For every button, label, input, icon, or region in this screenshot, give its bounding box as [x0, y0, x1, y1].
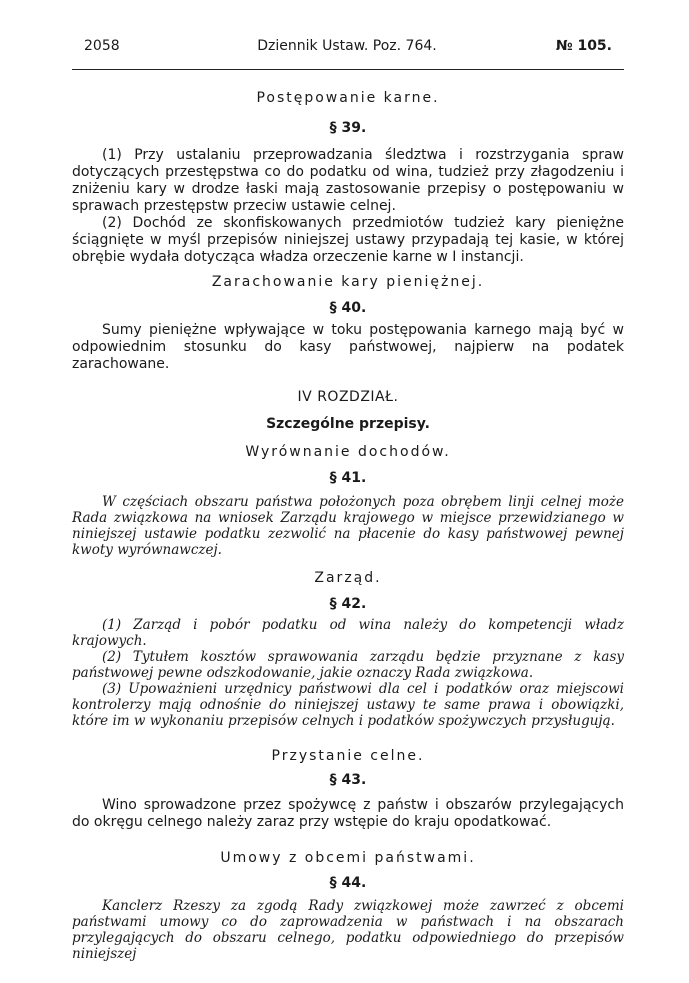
page-header — [72, 38, 622, 58]
section-heading: Przystanie celne. — [271, 748, 425, 764]
paragraph-number: § 44. — [329, 875, 367, 891]
paragraph-text: (2) Dochód ze skonfiskowanych przedmiotów tudzież kary pieniężne ściągnięte w myśl przepisów niniejszej ustawy przypadają tej kasie, w której obrębie wydała dotycząca władza orzeczenie karne w I instancji. — [72, 215, 624, 265]
paragraph-text: (1) Zarząd i pobór podatku od wina należy do kompetencji władz krajowych. — [72, 617, 624, 649]
paragraph-text: (1) Przy ustalaniu przeprowadzania śledztwa i rozstrzygania spraw dotyczących przestępstwa co do podatku od wina, tudzież przy złagodzeniu i zniżeniu kary w drodze łaski mają zastosowanie przepisy o postępowaniu w sprawach przestępstw przeciw ustawie celnej. — [72, 147, 624, 214]
paragraph-text: Sumy pieniężne wpływające w toku postępowania karnego mają być w odpowiednim stosunku do kasy państwowej, najpierw na podatek zarachowane. — [72, 322, 624, 372]
paragraph-text: Kanclerz Rzeszy za zgodą Rady związkowej może zawrzeć z obcemi państwami umowy co do zaprowadzenia w państwach i na obszarach przylegających do obszaru celnego, podatku odpowiedniego do przepisów niniejszej — [72, 898, 624, 962]
paragraph-number: § 40. — [329, 300, 367, 316]
paragraph-number: § 42. — [329, 596, 367, 612]
chapter-title: Szczególne przepisy. — [266, 416, 430, 432]
chapter-number: IV ROZDZIAŁ. — [297, 389, 399, 405]
paragraph-number: § 39. — [329, 120, 367, 136]
paragraph-text: Wino sprowadzone przez spożywcę z państw i obszarów przylegających do okręgu celnego należy zaraz przy wstępie do kraju opodatkować. — [72, 797, 624, 830]
header-rule — [72, 69, 624, 70]
section-body — [72, 898, 624, 962]
section-body — [72, 797, 624, 831]
page-number: 2058 — [84, 38, 120, 54]
section-body — [72, 322, 624, 373]
section-body — [72, 617, 624, 729]
issue-number: № 105. — [555, 38, 612, 54]
paragraph-number: § 41. — [329, 470, 367, 486]
section-heading: Zarachowanie kary pieniężnej. — [211, 274, 485, 290]
paragraph-text: (3) Upoważnieni urzędnicy państwowi dla cel i podatków oraz miejscowi kontrolerzy mają odnośnie do niniejszej ustawy te same prawa i obowiązki, które im w wykonaniu przepisów celnych i podatków spożywczych przysługują. — [72, 681, 624, 729]
paragraph-text: W częściach obszaru państwa położonych poza obrębem linji celnej może Rada związkowa na wniosek Zarządu krajowego w miejsce przewidzianego w niniejszej ustawie podatku zezwolić na płacenie do kasy państwowej pewnej kwoty wyrównawczej. — [72, 494, 624, 558]
section-heading: Postępowanie karne. — [256, 90, 440, 106]
section-heading: Wyrównanie dochodów. — [245, 444, 451, 460]
paragraph-text: (2) Tytułem kosztów sprawowania zarządu będzie przyznane z kasy państwowej pewne odszkodowanie, jakie oznaczy Rada związkowa. — [72, 649, 624, 681]
section-body — [72, 494, 624, 558]
section-heading: Zarząd. — [314, 570, 382, 586]
journal-title: Dziennik Ustaw. Poz. 764. — [257, 38, 437, 54]
paragraph-number: § 43. — [329, 772, 367, 788]
section-heading: Umowy z obcemi państwami. — [220, 850, 476, 866]
section-body — [72, 147, 624, 266]
